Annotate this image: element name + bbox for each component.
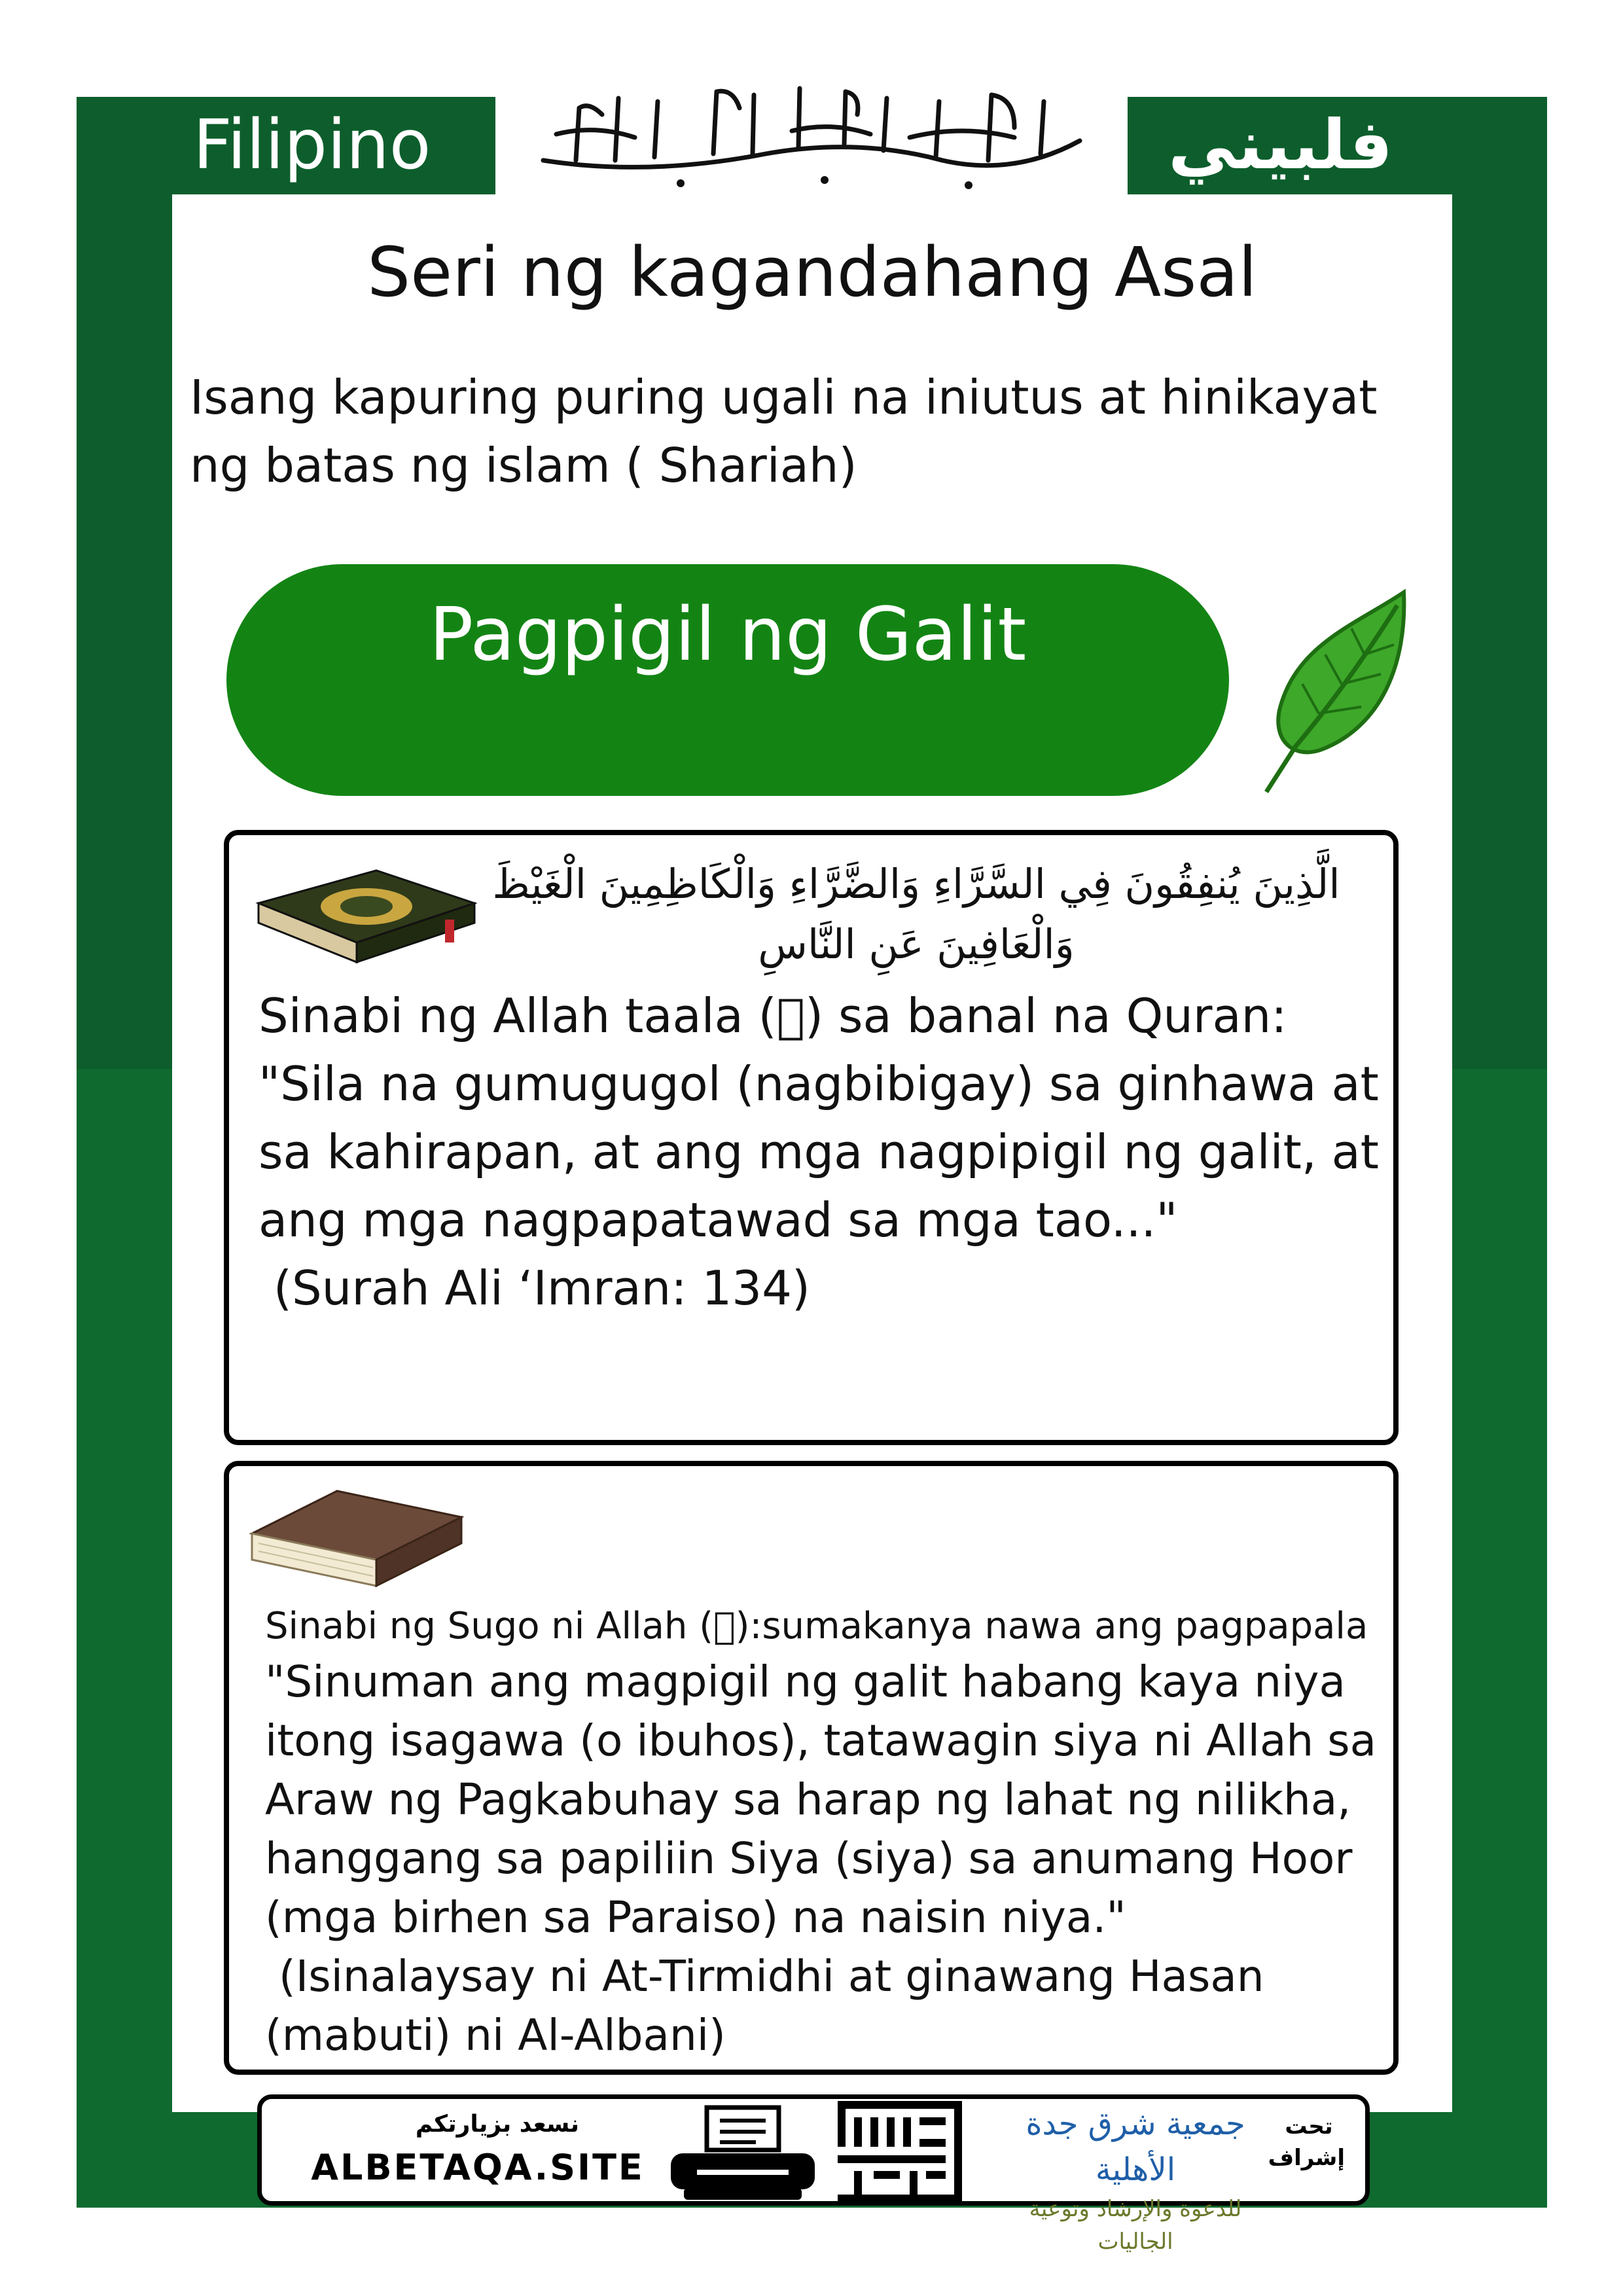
- language-label-left: Filipino: [193, 105, 431, 185]
- hadith-line: Araw ng Pagkabuhay sa harap ng lahat ng nilikha,: [265, 1774, 1351, 1825]
- supervision-label: تحت إشراف: [1268, 2113, 1345, 2171]
- hadith-intro: Sinabi ng Sugo ni Allah ( ):sumakanya nawa ang pagpapala: [265, 1605, 1368, 1647]
- topic-title: Pagpigil ng Galit: [429, 592, 1027, 677]
- association-name: جمعية شرق جدة الأهلية: [1026, 2106, 1245, 2188]
- language-label-right: فلبيني: [1168, 105, 1393, 185]
- hadith-line: itong isagawa (o ibuhos), tatawagin siya ni Allah sa: [265, 1715, 1377, 1766]
- kufic-logo: [834, 2098, 965, 2206]
- verse-line: "Sila na gumugugol (nagbibigay) sa ginhawa at: [259, 1056, 1379, 1111]
- printer-icon: [658, 2104, 828, 2202]
- hadith-text: [265, 1600, 1391, 2065]
- footer-site-link[interactable]: ALBETAQA.SITE: [311, 2147, 645, 2188]
- quran-arabic-verse: الَّذِينَ يُنفِقُونَ فِي السَّرَّاءِ وَالضَّرَّاءِ وَالْكَاظِمِينَ الْغَيْظَ وَالْعَافِينَ عَنِ النَّاسِ: [492, 860, 1340, 968]
- hadith-line: hanggang sa papiliin Siya (siya) sa anumang Hoor: [265, 1833, 1353, 1884]
- verse-line: ang mga nagpapatawad sa mga tao...": [259, 1193, 1178, 1247]
- book-icon: [245, 1478, 468, 1596]
- hadith-line: "Sinuman ang magpigil ng galit habang kaya niya: [265, 1657, 1346, 1707]
- hadith-line: (mga birhen sa Paraiso) na naisin niya.": [265, 1892, 1126, 1943]
- hadith-reference: (mabuti) ni Al-Albani): [265, 2010, 726, 2060]
- hadith-reference: (Isinalaysay ni At-Tirmidhi at ginawang Hasan: [265, 1951, 1264, 2001]
- quran-book-icon: [245, 857, 488, 969]
- quran-translation: [259, 982, 1384, 1322]
- verse-line: Sinabi ng Allah taala ( ) sa banal na Quran:: [259, 988, 1287, 1043]
- leaf-icon: [1257, 586, 1414, 795]
- association-tagline: للدعوة والإرشاد وتوعية الجاليات: [1029, 2196, 1242, 2255]
- basmala-calligraphy: [517, 62, 1106, 193]
- verse-reference: (Surah Ali ‘Imran: 134): [259, 1261, 810, 1316]
- verse-line: sa kahirapan, at ang mga nagpipigil ng galit, at: [259, 1124, 1379, 1179]
- association-logo: [991, 2101, 1279, 2255]
- series-title: Seri ng kagandahang Asal: [367, 232, 1257, 312]
- intro-text: Isang kapuring puring ugali na iniutus at hinikayat ng batas ng islam ( Shariah): [190, 370, 1378, 493]
- footer-welcome-label: نسعد بزيارتكم: [415, 2111, 580, 2138]
